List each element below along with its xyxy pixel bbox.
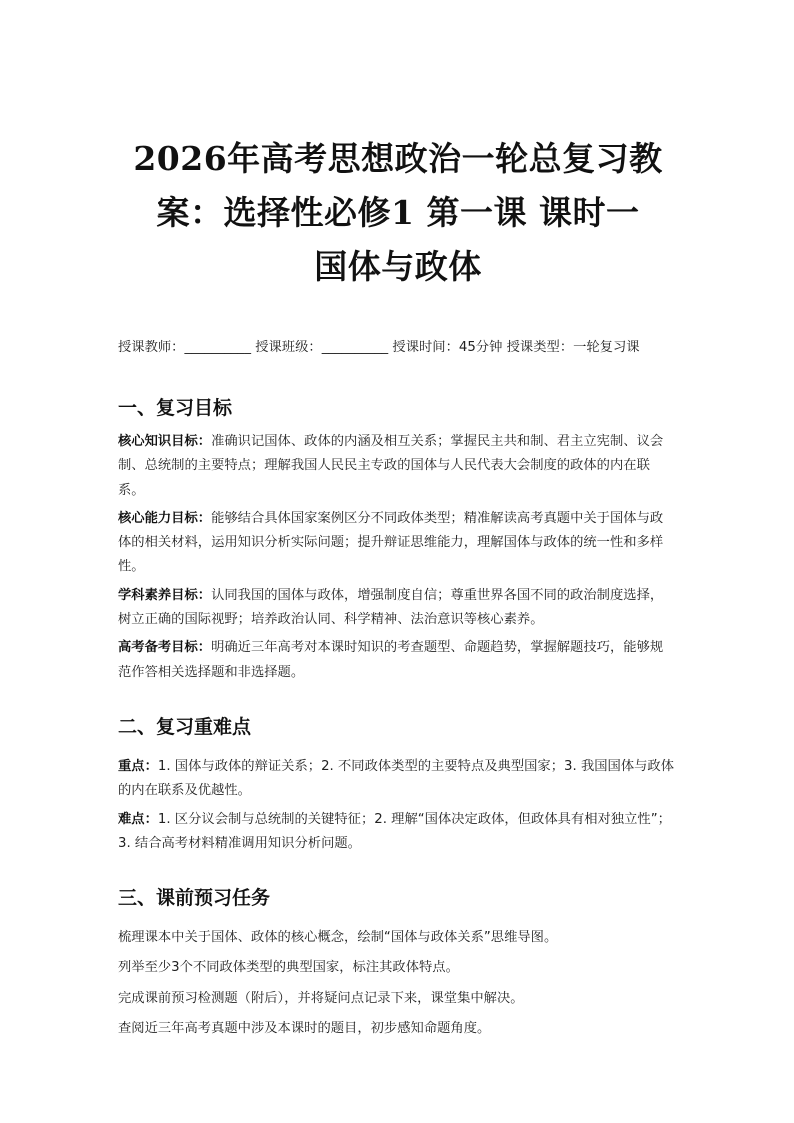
goal-literacy [118, 584, 676, 633]
difficult-points-label: 难点： [118, 811, 158, 827]
class-label: 授课班级： [255, 340, 322, 355]
goal-knowledge-label: 核心知识目标： [118, 434, 212, 449]
goal-literacy-text: 认同我国的国体与政体，增强制度自信；尊重世界各国不同的政治制度选择，树立正确的国际视野；培养政治认同、科学精神、法治意识等核心素养。 [118, 587, 664, 628]
goal-literacy-label: 学科素养目标： [118, 587, 212, 603]
key-points-label: 重点： [118, 758, 158, 774]
lesson-meta [118, 336, 676, 360]
goal-ability-label: 核心能力目标： [118, 510, 212, 526]
goal-exam [118, 636, 676, 685]
goal-knowledge-text: 准确识记国体、政体的内涵及相互关系；掌握民主共和制、君主立宪制、议会制、总统制的主要特点；理解我国人民民主专政的国体与人民代表大会制度的政体的内在联系。 [118, 434, 664, 498]
goal-knowledge [118, 430, 676, 503]
type-label: 授课类型： [506, 340, 574, 355]
section-heading-key-points: 二、复习重难点 [118, 715, 252, 738]
difficult-points-text: 1. 区分议会制与总统制的关键特征；2. 理解“国体决定政体，但政体具有相对独立性”；3. 结合高考材料精准调用知识分析问题。 [118, 811, 671, 851]
preview-task-4: 查阅近三年高考真题中涉及本课时的题目，初步感知命题角度。 [118, 1021, 491, 1037]
preview-task-3: 完成课前预习检测题（附后），并将疑问点记录下来，课堂集中解决。 [118, 990, 524, 1006]
type-value: 一轮复习课 [573, 340, 640, 355]
section-heading-goals: 一、复习目标 [118, 397, 233, 419]
key-points [118, 755, 676, 804]
title-line-1: 2026年高考思想政治一轮总复习教 [133, 139, 663, 178]
preview-task-2: 列举至少3个不同政体类型的典型国家，标注其政体特点。 [118, 960, 459, 976]
title-line-2: 案：选择性必修1 第一课 课时一 [156, 193, 640, 232]
difficult-points [118, 808, 676, 857]
goal-exam-text: 明确近三年高考对本课时知识的考查题型、命题趋势，掌握解题技巧，能够规范作答相关选择题和非选择题。 [118, 640, 664, 680]
teacher-label: 授课教师： [118, 340, 185, 355]
time-label: 授课时间： [392, 340, 459, 355]
goal-ability [118, 507, 676, 580]
time-value: 45分钟 [458, 340, 503, 355]
title-line-3: 国体与政体 [314, 247, 482, 286]
goal-ability-text: 能够结合具体国家案例区分不同政体类型；精准解读高考真题中关于国体与政体的相关材料，运用知识分析实际问题；提升辩证思维能力，理解国体与政体的统一性和多样性。 [118, 510, 664, 575]
key-points-text: 1. 国体与政体的辩证关系；2. 不同政体类型的主要特点及典型国家；3. 我国国体与政体的内在联系及优越性。 [118, 758, 675, 799]
teacher-blank: __________ [184, 340, 251, 355]
class-blank: __________ [321, 340, 389, 355]
preview-task-1: 梳理课本中关于国体、政体的核心概念，绘制“国体与政体关系”思维导图。 [118, 930, 558, 946]
document-title [118, 132, 678, 294]
section-heading-preview: 三、课前预习任务 [118, 887, 271, 910]
goal-exam-label: 高考备考目标： [118, 640, 212, 656]
